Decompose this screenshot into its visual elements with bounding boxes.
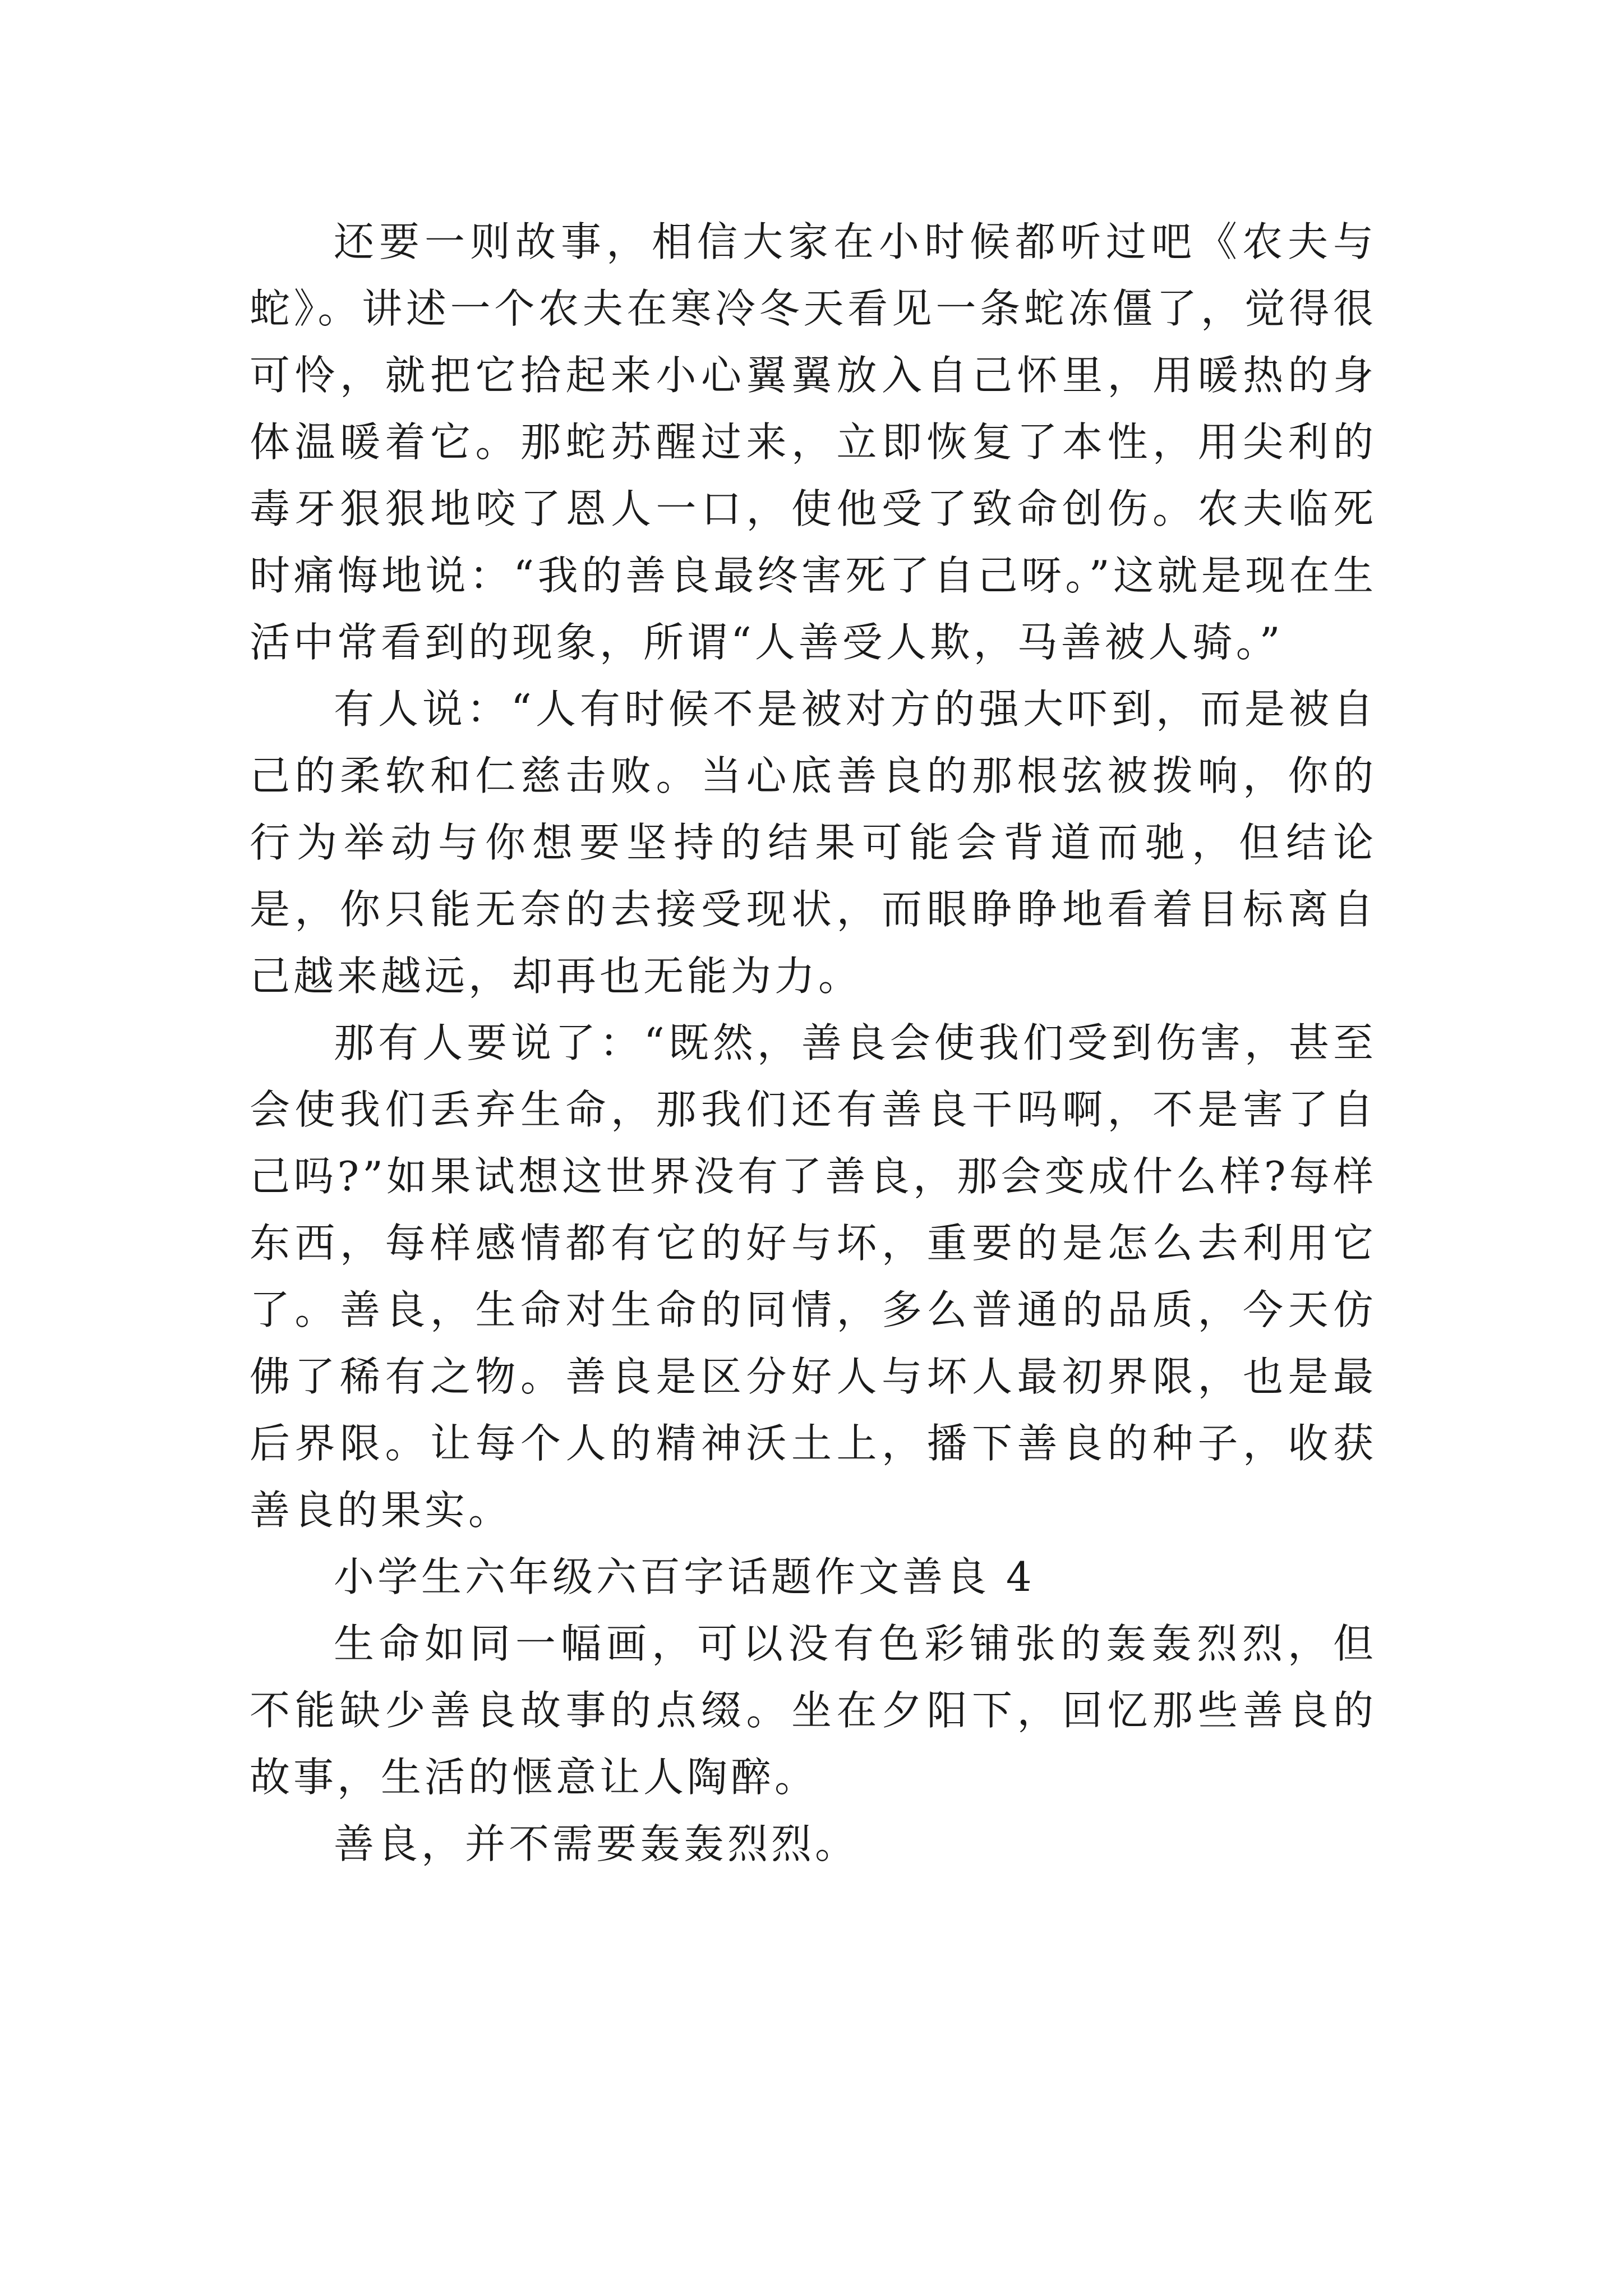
paragraph-someone-said: 有人说：“人有时候不是被对方的强大吓到，而是被自己的柔软和仁慈击败。当心底善良的那根弦被拨响，你的行为举动与你想要坚持的结果可能会背道而驰，但结论是，你只能无奈的去接受现状，而眼睁睁地看着目标离自己越来越远，却再也无能为力。 (250, 685, 1377, 1000)
paragraph-kindness-simple: 善良，并不需要轰轰烈烈。 (334, 1820, 859, 1867)
document-body (250, 209, 1377, 1878)
section-title: 小学生六年级六百字话题作文善良 4 (334, 1553, 1035, 1600)
paragraph-kindness-value: 那有人要说了：“既然，善良会使我们受到伤害，甚至会使我们丢弃生命，那我们还有善良干吗啊，不是害了自己吗?”如果试想这世界没有了善良，那会变成什么样?每样东西，每样感情都有它的好与坏，重要的是怎么去利用它了。善良，生命对生命的同情，多么普通的品质，今天仿佛了稀有之物。善良是区分好人与坏人最初界限，也是最后界限。让每个人的精神沃土上，播下善良的种子，收获善良的果实。 (250, 1019, 1377, 1534)
paragraph-farmer-and-snake: 还要一则故事，相信大家在小时候都听过吧《农夫与蛇》。讲述一个农夫在寒冷冬天看见一条蛇冻僵了，觉得很可怜，就把它拾起来小心翼翼放入自己怀里，用暖热的身体温暖着它。那蛇苏醒过来，立即恢复了本性，用尖利的毒牙狠狠地咬了恩人一口，使他受了致命创伤。农夫临死时痛悔地说：“我的善良最终害死了自己呀。”这就是现在生活中常看到的现象，所谓“人善受人欺，马善被人骑。” (250, 218, 1377, 666)
paragraph-life-painting: 生命如同一幅画，可以没有色彩铺张的轰轰烈烈，但不能缺少善良故事的点缀。坐在夕阳下，回忆那些善良的故事，生活的惬意让人陶醉。 (250, 1620, 1377, 1801)
